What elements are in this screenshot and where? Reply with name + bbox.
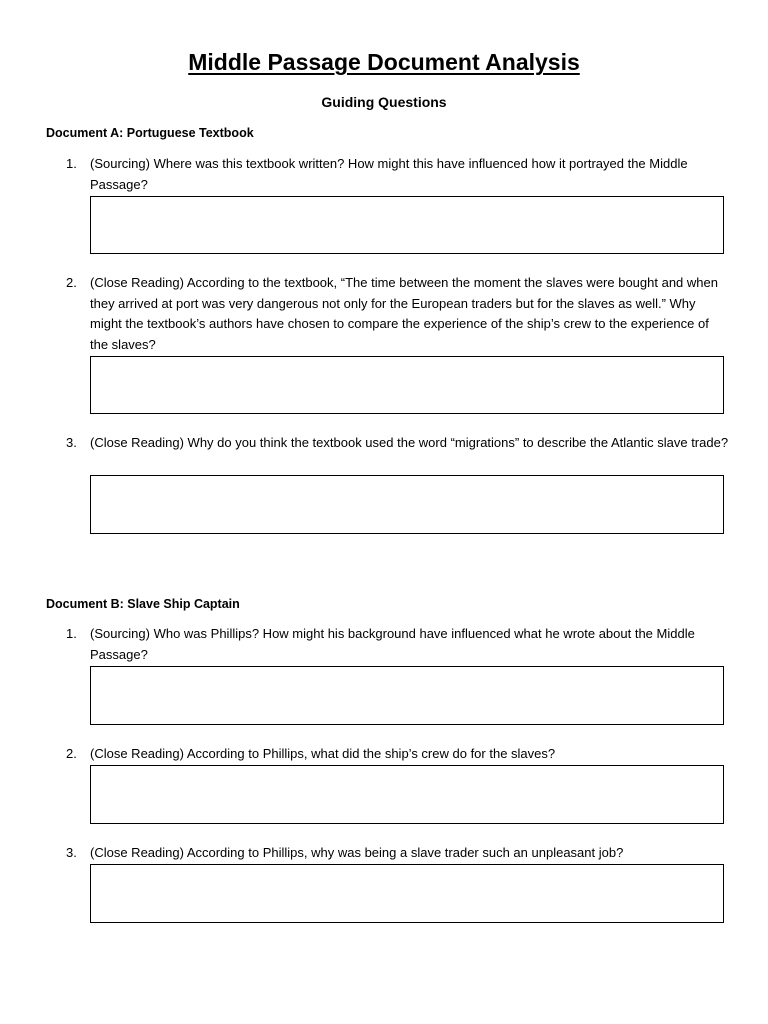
document-a-answer-box-3[interactable] (90, 475, 724, 534)
document-a-answer-box-1[interactable] (90, 196, 724, 254)
question-number: 1. (66, 156, 77, 171)
question-text: (Close Reading) According to Phillips, what did the ship’s crew do for the slaves? (90, 746, 556, 761)
question-number: 3. (66, 435, 77, 450)
document-b-question-2 (66, 744, 730, 765)
page-subtitle: Guiding Questions (321, 94, 447, 110)
question-text: (Close Reading) Why do you think the textbook used the word “migrations” to describe the Atlantic slave trade? (90, 435, 729, 450)
question-text: (Sourcing) Who was Phillips? How might his background have influenced what he wrote about the Middle Passage? (90, 626, 695, 662)
document-b-answer-box-3[interactable] (90, 864, 724, 923)
document-b-answer-box-1[interactable] (90, 666, 724, 725)
document-b-question-1 (66, 624, 730, 665)
question-number: 3. (66, 845, 77, 860)
page-title (0, 47, 768, 77)
document-b-heading: Document B: Slave Ship Captain (46, 597, 240, 611)
document-a-question-2 (66, 273, 730, 355)
question-text: (Close Reading) According to the textbook, “The time between the moment the slaves were bought and when they arrived at port was very dangerous not only for the European traders but for the slaves as well.” Why might the textbook’s authors have chosen to compare the experience of the ship’s crew to the experience of the slaves? (90, 275, 718, 352)
page-title-text: Middle Passage Document Analysis (188, 49, 580, 75)
document-b-answer-box-2[interactable] (90, 765, 724, 824)
document-a-heading: Document A: Portuguese Textbook (46, 126, 254, 140)
question-number: 2. (66, 275, 77, 290)
document-a-question-1 (66, 154, 730, 195)
document-a-question-3 (66, 433, 730, 454)
question-number: 1. (66, 626, 77, 641)
question-text: (Close Reading) According to Phillips, why was being a slave trader such an unpleasant job? (90, 845, 624, 860)
document-a-answer-box-2[interactable] (90, 356, 724, 414)
question-text: (Sourcing) Where was this textbook written? How might this have influenced how it portrayed the Middle Passage? (90, 156, 688, 192)
question-number: 2. (66, 746, 77, 761)
document-b-question-3 (66, 843, 730, 864)
